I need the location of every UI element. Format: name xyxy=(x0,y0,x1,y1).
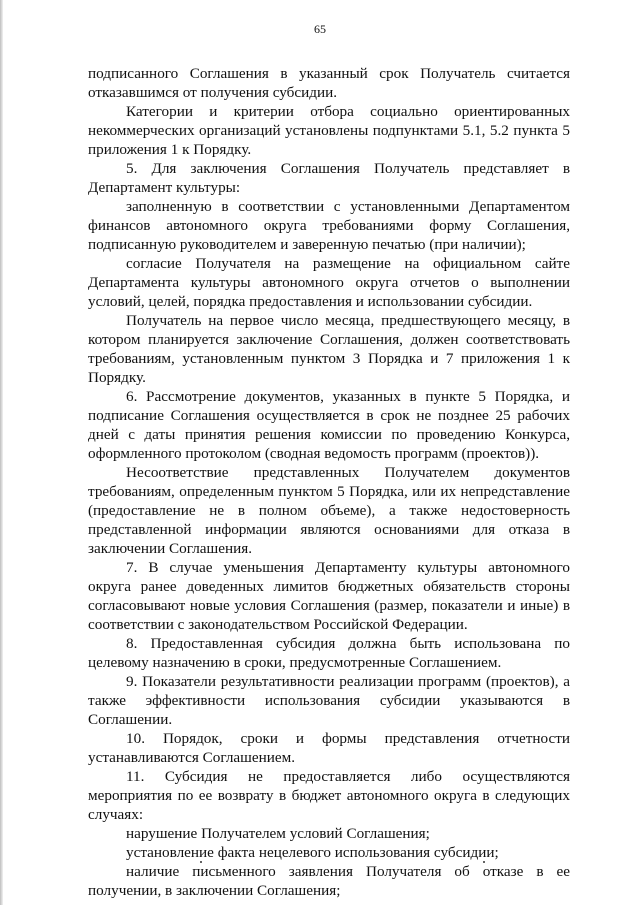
paragraph-item-11: 11. Субсидия не предоставляется либо осуществляются мероприятия по ее возврату в бюджет автономного округа в следующих случаях: xyxy=(88,768,570,823)
paragraph-item-6: 6. Рассмотрение документов, указанных в пункте 5 Порядка, и подписание Соглашения осуществляется в срок не позднее 25 рабочих дней с даты принятия решения комиссии по проведению Конкурса, оформленного протоколом (сводная ведомость программ (проектов)). xyxy=(88,388,570,462)
paragraph-item-5-form: заполненную в соответствии с установленными Департаментом финансов автономного округа требованиями форму Соглашения, подписанную руководителем и заверенную печатью (при наличии); xyxy=(88,198,570,253)
scan-edge xyxy=(0,0,3,905)
paragraph-continuation: подписанного Соглашения в указанный срок Получатель считается отказавшимся от получения субсидии. xyxy=(88,65,570,101)
paragraph-categories: Категории и критерии отбора социально ориентированных некоммерческих организаций установлены подпунктами 5.1, 5.2 пункта 5 приложения 1 к Порядку. xyxy=(88,103,570,158)
paragraph-item-6-refusal: Несоответствие представленных Получателем документов требованиям, определенным пунктом 5 Порядка, или их непредставление (предоставление не в полном объеме), а также недостоверность представленной информации являются основаниями для отказа в заключении Соглашения. xyxy=(88,464,570,557)
paragraph-item-5: 5. Для заключения Соглашения Получатель представляет в Департамент культуры: xyxy=(88,160,570,196)
paragraph-item-5-requirements: Получатель на первое число месяца, предшествующего месяцу, в котором планируется заключение Соглашения, должен соответствовать требованиям, установленным пунктом 3 Порядка и 7 приложения 1 к Порядку. xyxy=(88,312,570,386)
paragraph-item-5-consent: согласие Получателя на размещение на официальном сайте Департамента культуры автономного округа отчетов о выполнении условий, целей, порядка предоставления и использовании субсидии. xyxy=(88,255,570,310)
scan-speck xyxy=(483,861,485,863)
paragraph-item-8: 8. Предоставленная субсидия должна быть использована по целевому назначению в сроки, предусмотренные Соглашением. xyxy=(88,635,570,671)
page-number: 65 xyxy=(314,22,326,36)
scan-speck xyxy=(200,861,202,863)
paragraph-item-9: 9. Показатели результативности реализации программ (проектов), а также эффективности использования субсидии указываются в Соглашении. xyxy=(88,673,570,728)
paragraph-item-7: 7. В случае уменьшения Департаменту культуры автономного округа ранее доведенных лимитов бюджетных обязательств стороны согласовывают новые условия Соглашения (размер, показатели и иные) в соответствии с законодательством Российской Федерации. xyxy=(88,559,570,633)
paragraph-item-11-misuse: установление факта нецелевого использования субсидии; xyxy=(126,844,499,861)
paragraph-item-10: 10. Порядок, сроки и формы представления отчетности устанавливаются Соглашением. xyxy=(88,730,570,766)
paragraph-item-11-violation: нарушение Получателем условий Соглашения; xyxy=(126,825,430,842)
document-body xyxy=(88,64,570,900)
paragraph-item-11-withdrawal: наличие письменного заявления Получателя об отказе в ее получении, в заключении Соглашения; xyxy=(88,863,570,899)
